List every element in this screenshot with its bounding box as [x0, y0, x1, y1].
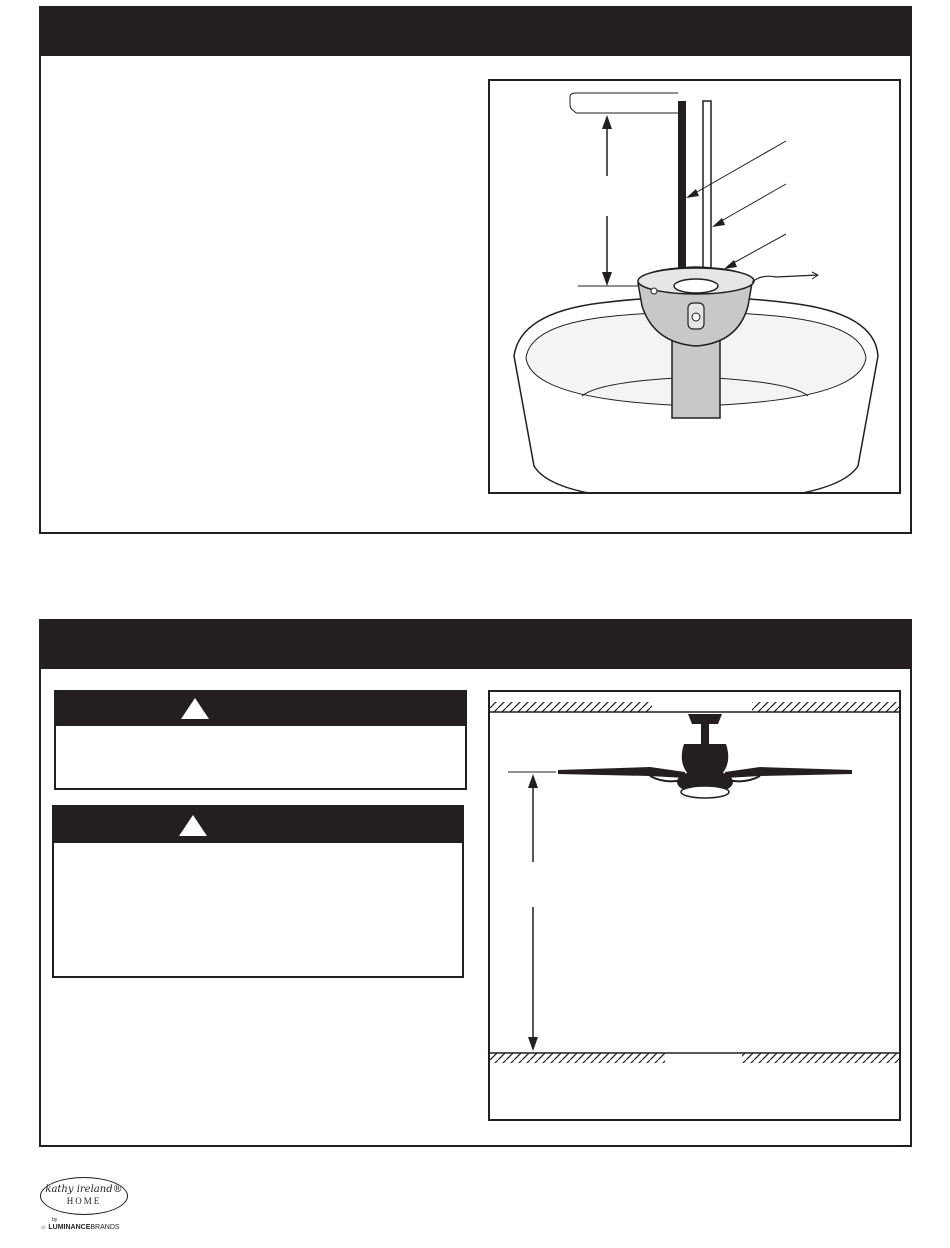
fan-height-figure: [488, 690, 901, 1121]
fan-height-illustration: [490, 692, 901, 1121]
warning-triangle-icon: [179, 815, 207, 836]
section-header: [41, 8, 910, 56]
downrod-figure: [488, 79, 901, 494]
warning-box-1: [54, 690, 467, 790]
warning-bar: [56, 692, 465, 726]
logo-brand-bold: LUMINANCE: [48, 1224, 91, 1231]
warning-triangle-icon: [181, 698, 209, 719]
luminance-brands-logo: [40, 1224, 120, 1231]
section-header: [41, 621, 910, 669]
sun-icon: ☼: [40, 1224, 49, 1231]
section-downrod-assembly: [39, 6, 912, 534]
downrod-illustration: [490, 81, 901, 494]
logo-line2: HOME: [66, 1196, 102, 1206]
logo-by: by: [52, 1217, 58, 1223]
warning-box-2: [52, 805, 464, 978]
kathy-ireland-home-logo: [38, 1175, 138, 1235]
logo-oval: [40, 1177, 128, 1215]
warning-bar: [54, 807, 462, 843]
logo-line1: kathy ireland®: [45, 1184, 123, 1195]
logo-brand-light: BRANDS: [90, 1224, 120, 1231]
section-fan-height: [39, 619, 912, 1147]
